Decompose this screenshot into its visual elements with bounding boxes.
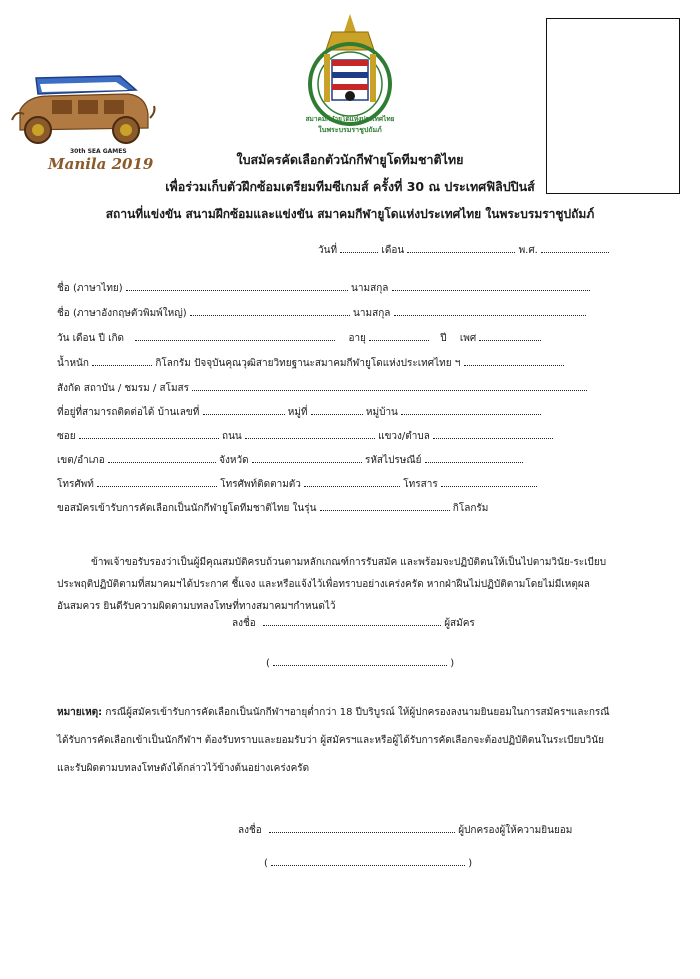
logo-caption-large: Manila 2019 [48, 155, 154, 173]
date-line [318, 242, 609, 258]
applicant-name-row [266, 655, 454, 671]
house-no-field[interactable] [203, 404, 285, 415]
affiliation-row [57, 380, 587, 396]
note-label: หมายเหตุ: [57, 707, 103, 718]
name-th-label: ชื่อ (ภาษาไทย) [57, 283, 123, 294]
declaration [57, 552, 657, 618]
year-label: พ.ศ. [518, 245, 538, 256]
mobile-label: โทรศัพท์ติดตามตัว [220, 479, 301, 490]
applicant-signature-field[interactable] [263, 615, 441, 626]
year-field[interactable] [541, 242, 609, 253]
phone-row [57, 476, 537, 492]
postcode-label: รหัสไปรษณีย์ [364, 455, 422, 466]
applicant-signature-row [232, 615, 475, 631]
seal-ring-text: สมาคมกีฬายูโดแห่งประเทศไทย [305, 115, 395, 123]
sex-field[interactable] [479, 330, 541, 341]
month-field[interactable] [407, 242, 515, 253]
surname-en-label: นามสกุล [353, 308, 391, 319]
subdistrict-label: แขวง/ตำบล [378, 431, 430, 442]
phone-label: โทรศัพท์ [57, 479, 94, 490]
guardian-signature-field[interactable] [269, 822, 455, 833]
paren-open: ( [266, 658, 270, 669]
note [57, 699, 667, 783]
affiliation-field[interactable] [192, 380, 587, 391]
paren-open-2: ( [264, 858, 268, 869]
province-field[interactable] [252, 452, 362, 463]
village-field[interactable] [401, 404, 541, 415]
logo-caption-small: 30th SEA GAMES [70, 148, 127, 155]
note-line-2: ได้รับการคัดเลือกเข้าเป็นนักกีฬาฯ ต้องรับทราบและยอมรับว่า ผู้สมัครฯและหรือผู้ได้รับการคัดเลือกจะต้องปฏิบัติตนในระเบียบวินัย [57, 735, 604, 746]
name-en-field[interactable] [190, 305, 350, 316]
signature-label: ลงชื่อ [232, 618, 256, 629]
address-label: ที่อยู่ที่สามารถติดต่อได้ บ้านเลขที่ [57, 407, 200, 418]
soi-label: ซอย [57, 431, 76, 442]
surname-field[interactable] [392, 280, 590, 291]
declaration-line-3: อันสมควร ยินดีรับความผิดตามบทลงโทษที่ทางสมาคมฯกำหนดไว้ [57, 601, 336, 612]
province-label: จังหวัด [219, 455, 249, 466]
form-subtitle: เพื่อร่วมเก็บตัวฝึกซ้อมเตรียมทีมซีเกมส์ ครั้งที่ 30 ณ ประเทศฟิลิปปินส์ [165, 179, 535, 194]
note-line-3: และรับผิดตามบทลงโทษดังได้กล่าวไว้ข้างต้นอย่างเคร่งครัด [57, 763, 310, 774]
day-label: วันที่ [318, 245, 338, 256]
guardian-role: ผู้ปกครองผู้ให้ความยินยอม [458, 825, 573, 836]
kg-label: กิโลกรัม [452, 503, 489, 514]
age-field[interactable] [369, 330, 429, 341]
surname-label: นามสกุล [351, 283, 389, 294]
note-line-1: กรณีผู้สมัครเข้ารับการคัดเลือกเป็นนักกีฬาฯอายุต่ำกว่า 18 ปีบริบูรณ์ ให้ผู้ปกครองลงนามยินยอมในการสมัครฯและกรณี [105, 707, 610, 718]
declaration-line-1: ข้าพเจ้าขอรับรองว่าเป็นผู้มีคุณสมบัติครบถ้วนตามหลักเกณฑ์การรับสมัค และพร้อมจะปฏิบัติตนให้เป็นไปตามวินัย-ระเบียบ [91, 557, 607, 568]
soi-field[interactable] [79, 428, 219, 439]
village-label: หมู่บ้าน [365, 407, 398, 418]
paren-close-2: ) [468, 858, 473, 869]
jeepney-icon [8, 70, 158, 150]
seal-icon [290, 10, 410, 130]
postcode-field[interactable] [425, 452, 523, 463]
birth-label: วัน เดือน ปี เกิด [57, 333, 125, 344]
subdistrict-field[interactable] [433, 428, 553, 439]
fax-field[interactable] [441, 476, 537, 487]
fax-label: โทรสาร [403, 479, 438, 490]
guardian-signature-row [238, 822, 572, 838]
signature-label-2: ลงชื่อ [238, 825, 262, 836]
district-row [57, 452, 523, 468]
form-title: ใบสมัครคัดเลือกตัวนักกีฬายูโดทีมชาติไทย [236, 152, 464, 167]
surname-en-field[interactable] [394, 305, 586, 316]
apply-class-row [57, 500, 488, 516]
paren-close: ) [450, 658, 455, 669]
district-label: เขต/อำเภอ [57, 455, 105, 466]
weight-class-field[interactable] [320, 500, 450, 511]
name-en-row [57, 305, 586, 321]
age-label: อายุ [348, 333, 366, 344]
affiliation-label: สังกัด สถาบัน / ชมรม / สโมสร [57, 383, 190, 394]
weight-rest-label: กิโลกรัม ปัจจุบันคุณวุฒิสายวิทยฐานะสมาคมกีฬายูโดแห่งประเทศไทย ฯ [155, 358, 461, 369]
guardian-name-row [264, 855, 472, 871]
weight-label: น้ำหนัก [57, 358, 89, 369]
guardian-name-field[interactable] [271, 855, 465, 866]
moo-field[interactable] [311, 404, 363, 415]
declaration-line-2: ประพฤติปฏิบัติตามที่สมาคมฯได้ประกาศ ชี้แจง และหรือแจ้งไว้เพื่อทราบอย่างเคร่งครัด หากฝ่าฝืนไม่ปฏิบัติตามโดยไม่มีเหตุผล [57, 579, 590, 590]
form-venue: สถานที่แข่งขัน สนามฝึกซ้อมและแข่งขัน สมาคมกีฬายูโดแห่งประเทศไทย ในพระบรมราชูปถัมภ์ [105, 207, 595, 221]
weight-field[interactable] [92, 355, 152, 366]
apply-class-label: ขอสมัครเข้ารับการคัดเลือกเป็นนักกีฬายูโดทีมชาติไทย ในรุ่น [57, 503, 317, 514]
road-label: ถนน [222, 431, 242, 442]
judo-association-seal [290, 10, 410, 145]
day-field[interactable] [340, 242, 378, 253]
birth-field[interactable] [135, 330, 335, 341]
birth-row [57, 330, 541, 346]
address-row [57, 404, 541, 420]
name-th-field[interactable] [126, 280, 348, 291]
applicant-role: ผู้สมัคร [444, 618, 475, 629]
road-field[interactable] [245, 428, 375, 439]
mobile-field[interactable] [304, 476, 400, 487]
month-label: เดือน [381, 245, 405, 256]
phone-field[interactable] [97, 476, 217, 487]
sex-label: เพศ [459, 333, 477, 344]
name-en-label: ชื่อ (ภาษาอังกฤษตัวพิมพ์ใหญ่) [57, 308, 187, 319]
soi-row [57, 428, 553, 444]
weight-row [57, 355, 564, 371]
seal-sub-text: ในพระบรมราชูปถัมภ์ [318, 126, 382, 134]
applicant-name-field[interactable] [273, 655, 447, 666]
rank-field[interactable] [464, 355, 564, 366]
name-th-row [57, 280, 590, 296]
age-unit: ปี [440, 333, 447, 344]
district-field[interactable] [108, 452, 216, 463]
moo-label: หมู่ที่ [287, 407, 308, 418]
